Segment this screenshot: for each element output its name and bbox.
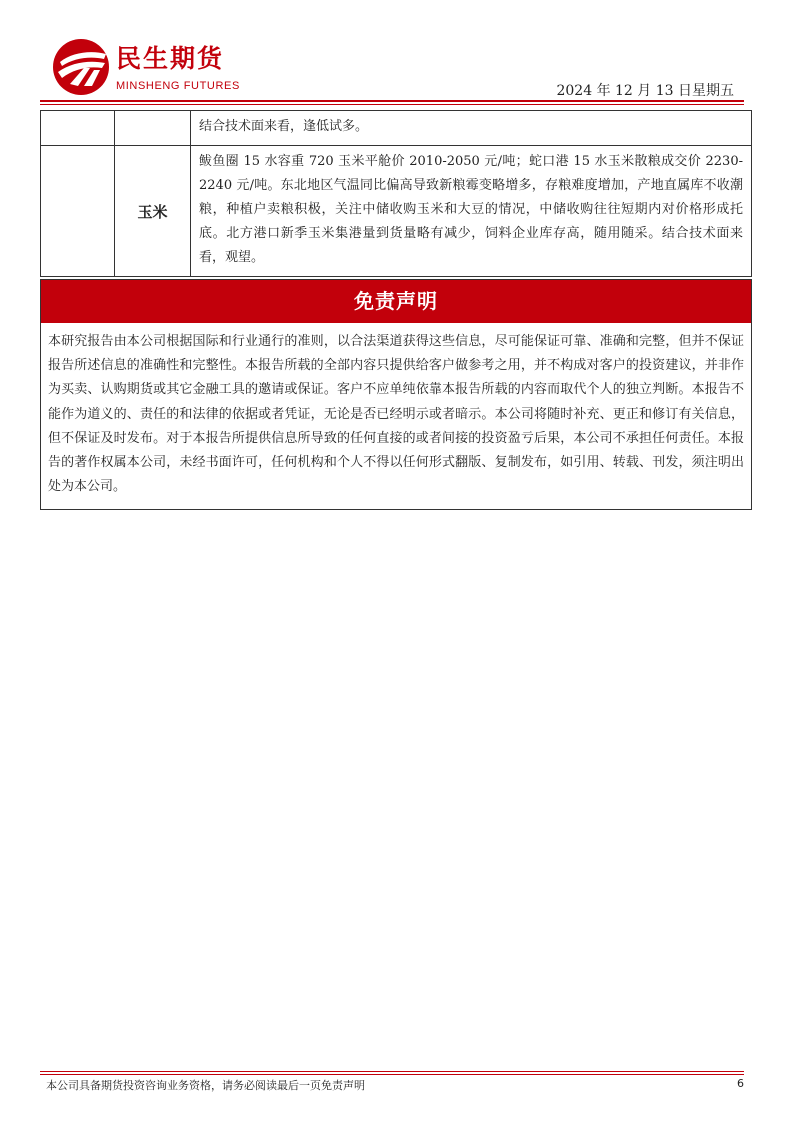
header-divider bbox=[40, 100, 744, 102]
table-row bbox=[41, 111, 751, 146]
table-cell-category bbox=[41, 146, 115, 276]
brand-name-en: MINSHENG FUTURES bbox=[116, 80, 240, 92]
table-cell-category bbox=[41, 111, 115, 145]
disclaimer-title: 免责声明 bbox=[41, 280, 751, 323]
footer-divider-thin bbox=[40, 1074, 744, 1075]
footer-note: 本公司具备期货投资咨询业务资格，请务必阅读最后一页免责声明 bbox=[46, 1079, 365, 1092]
disclaimer-body: 本研究报告由本公司根据国际和行业通行的准则，以合法渠道获得这些信息，尽可能保证可靠、准确和完整，但并不保证报告所述信息的准确性和完整性。本报告所载的全部内容只提供给客户做参考之用，并不构成对客户的投资建议，并非作为买卖、认购期货或其它金融工具的邀请或保证。客户不应单纯依靠本报告所载的内容而取代个人的独立判断。本报告不能作为道义的、责任的和法律的依据或者凭证，无论是否已经明示或者暗示。本公司将随时补充、更正和修订有关信息，但不保证及时发布。对于本报告所提供信息所导致的任何直接的或者间接的投资盈亏后果，本公司不承担任何责任。本报告的著作权属本公司，未经书面许可，任何机构和个人不得以任何形式翻版、复制发布，如引用、转载、刊发，须注明出处为本公司。 bbox=[48, 334, 744, 495]
disclaimer-section bbox=[40, 279, 752, 510]
commodity-table bbox=[40, 110, 752, 277]
footer-divider bbox=[40, 1071, 744, 1072]
report-date: 2024 年 12 月 13 日星期五 bbox=[556, 83, 734, 99]
table-cell-text: 鲅鱼圈 15 水容重 720 玉米平舱价 2010-2050 元/吨；蛇口港 15 水玉米散粮成交价 2230-2240 元/吨。东北地区气温同比偏高导致新粮霉变略增多，存粮难度增加，产地直属库不收潮粮，种植户卖粮积极，关注中储收购玉米和大豆的情况，中储收购往往短期内对价格形成托底。北方港口新季玉米集港量到货量略有减少，饲料企业库存高，随用随采。结合技术面来看，观望。 bbox=[199, 154, 743, 265]
header-divider-thin bbox=[40, 104, 744, 105]
brand-name: 民生期货 bbox=[116, 44, 225, 73]
page-number: 6 bbox=[737, 1077, 744, 1090]
table-cell-label: 玉米 bbox=[115, 146, 191, 276]
table-cell-label bbox=[115, 111, 191, 145]
minsheng-logo-icon bbox=[50, 38, 112, 96]
table-cell-text: 结合技术面来看，逢低试多。 bbox=[199, 119, 369, 134]
page-header bbox=[0, 0, 794, 110]
table-row bbox=[41, 146, 751, 276]
